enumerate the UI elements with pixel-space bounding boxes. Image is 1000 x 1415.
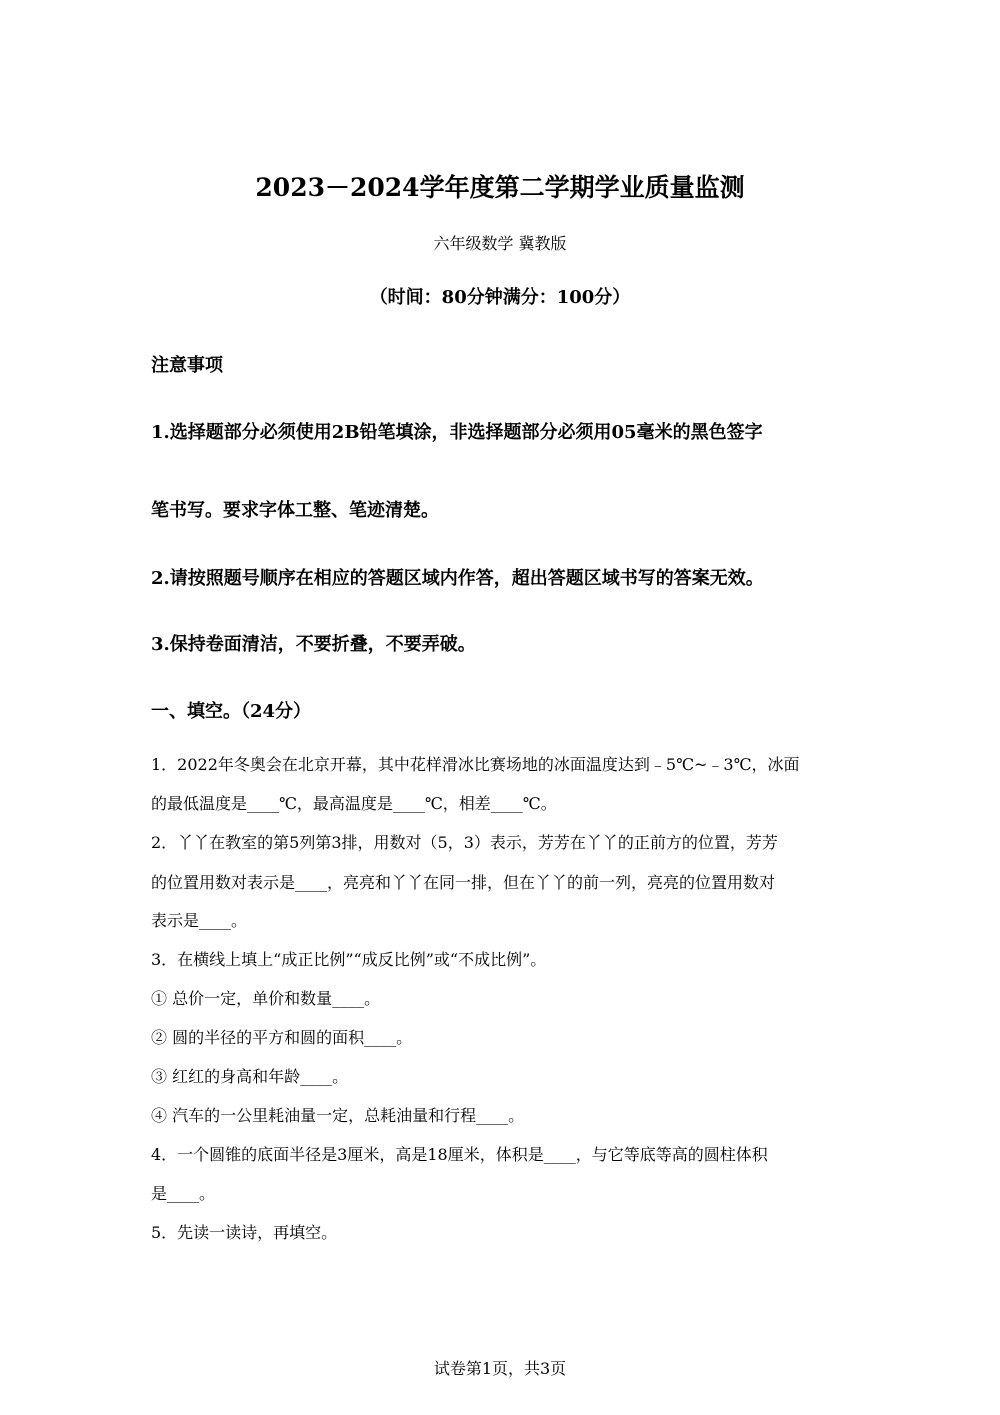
notice-line-3: 2.请按照题号顺序在相应的答题区域内作答，超出答题区域书写的答案无效。 bbox=[151, 568, 764, 589]
notice-line-1: 1.选择题部分必须使用2B铅笔填涂，非选择题部分必须用05毫米的黑色签字 bbox=[151, 422, 763, 443]
time-info: （时间：80分钟满分：100分） bbox=[369, 287, 631, 308]
question-2-line-3: 表示是____。 bbox=[151, 911, 248, 930]
page-title: 2023－2024学年度第二学期学业质量监测 bbox=[255, 173, 745, 202]
question-3-item-a: ① 总价一定，单价和数量____。 bbox=[151, 989, 381, 1008]
notice-line-4: 3.保持卷面清洁，不要折叠，不要弄破。 bbox=[151, 634, 476, 655]
question-1-line-1: 1．2022年冬奥会在北京开幕，其中花样滑冰比赛场地的冰面温度达到﹣5℃~﹣3℃，冰面 bbox=[151, 755, 800, 774]
page-subtitle: 六年级数学 冀教版 bbox=[433, 234, 567, 253]
question-3-item-c: ③ 红红的身高和年龄____。 bbox=[151, 1067, 349, 1086]
question-3-line-1: 3．在横线上填上“成正比例”“成反比例”或“不成比例”。 bbox=[151, 950, 547, 969]
question-5-line-1: 5．先读一读诗，再填空。 bbox=[151, 1223, 338, 1242]
section-heading: 一、填空。（24分） bbox=[151, 701, 312, 722]
notice-heading: 注意事项 bbox=[151, 355, 223, 376]
question-2-line-1: 2．丫丫在教室的第5列第3排，用数对（5，3）表示，芳芳在丫丫的正前方的位置，芳芳 bbox=[151, 833, 778, 852]
question-1-line-2: 的最低温度是____℃，最高温度是____℃，相差____℃。 bbox=[151, 794, 557, 813]
question-2-line-2: 的位置用数对表示是____，亮亮和丫丫在同一排，但在丫丫的前一列，亮亮的位置用数对 bbox=[151, 873, 776, 892]
question-4-line-2: 是____。 bbox=[151, 1184, 216, 1203]
question-3-item-d: ④ 汽车的一公里耗油量一定，总耗油量和行程____。 bbox=[151, 1106, 525, 1125]
question-4-line-1: 4．一个圆锥的底面半径是3厘米，高是18厘米，体积是____，与它等底等高的圆柱体积 bbox=[151, 1145, 768, 1164]
question-3-item-b: ② 圆的半径的平方和圆的面积____。 bbox=[151, 1028, 413, 1047]
page-footer: 试卷第1页，共3页 bbox=[433, 1359, 567, 1378]
notice-line-2: 笔书写。要求字体工整、笔迹清楚。 bbox=[151, 500, 439, 521]
